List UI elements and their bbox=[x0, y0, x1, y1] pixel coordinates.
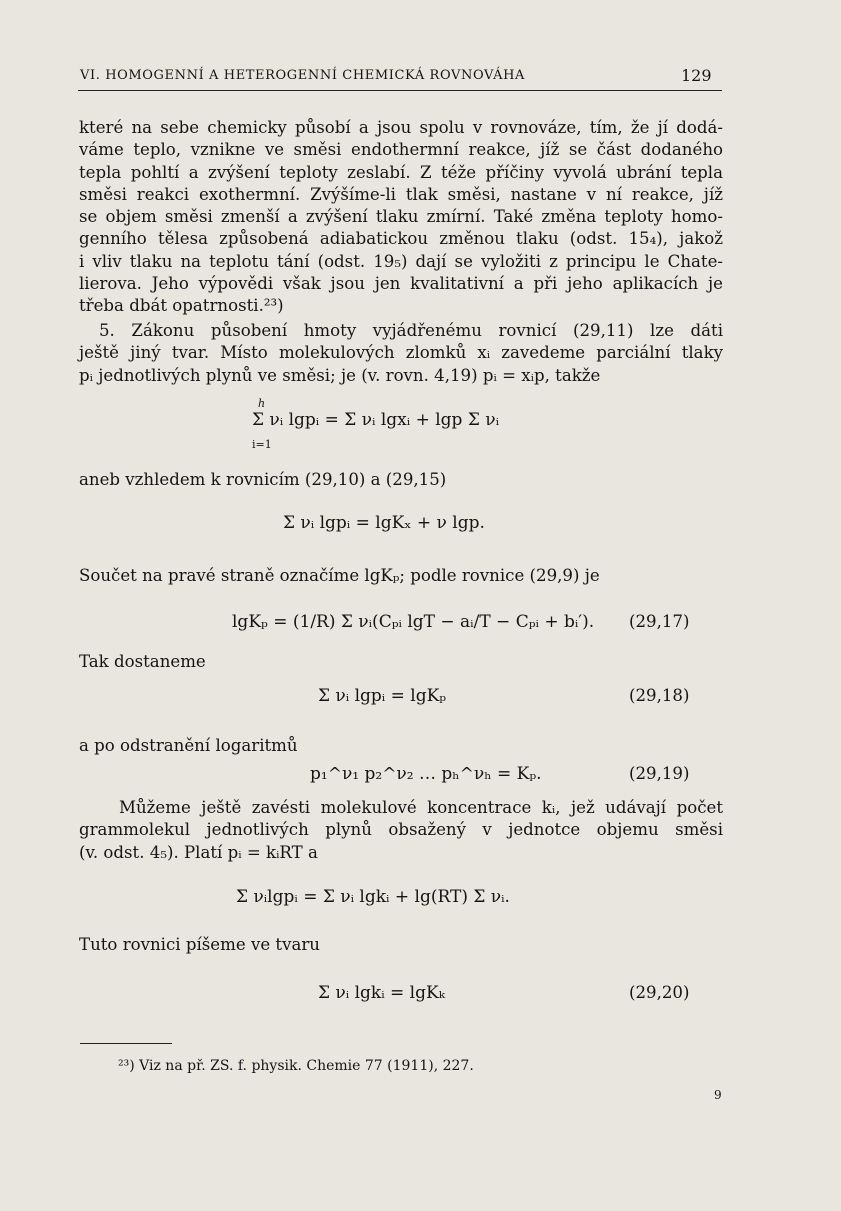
text-line: Tak dostaneme bbox=[79, 652, 206, 671]
paragraph-section-5 bbox=[79, 320, 723, 387]
running-header-title: VI. HOMOGENNÍ A HETEROGENNÍ CHEMICKÁ ROVNOVÁHA bbox=[80, 68, 525, 83]
text-line: které na sebe chemicky působí a jsou spolu v rovnováze, tím, že jí dodá- bbox=[79, 118, 723, 137]
text-line: (v. odst. 4₅). Platí pᵢ = kᵢRT a bbox=[79, 842, 318, 862]
footnote-text: Viz na př. ZS. f. physik. Chemie 77 (1911), 227. bbox=[139, 1058, 474, 1074]
text-line: Můžeme ještě zavésti molekulové koncentrace kᵢ, jež udávají počet bbox=[119, 798, 723, 817]
text-line: tepla pohltí a zvýšení teploty zeslabí. Z téže příčiny vyvolá ubrání tepla bbox=[79, 162, 723, 182]
sum-limit-lower: i=1 bbox=[252, 438, 272, 451]
text-line: Tuto rovnici píšeme ve tvaru bbox=[79, 935, 320, 954]
text-line: se objem směsi zmenší a zvýšení tlaku zmírní. Také změna teploty homo- bbox=[79, 207, 723, 227]
text-aneb bbox=[79, 469, 723, 491]
text-line: a po odstranění logaritmů bbox=[79, 736, 298, 755]
equation-4: Σ νᵢ lgpᵢ = lgKₚ bbox=[318, 686, 447, 706]
text-line: i vliv tlaku na teplotu tání (odst. 19₅) dají se vyložiti z principu le Chate- bbox=[79, 251, 723, 271]
text-line: 5. Zákonu působení hmoty vyjádřenému rovnicí (29,11) lze dáti bbox=[99, 321, 723, 340]
text-line: aneb vzhledem k rovnicím (29,10) a (29,15) bbox=[79, 470, 447, 489]
text-soucet bbox=[79, 565, 723, 587]
text-line: ještě jiný tvar. Místo molekulových zlomků xᵢ zavedeme parciální tlaky bbox=[79, 343, 723, 363]
text-line: lierova. Jeho výpovědi však jsou jen kvalitativní a při jeho aplikacích je bbox=[79, 274, 723, 294]
text-line: váme teplo, vznikne ve směsi endothermní reakce, jíž se část dodaného bbox=[79, 140, 723, 160]
equation-7: Σ νᵢ lgkᵢ = lgKₖ bbox=[318, 983, 445, 1003]
equation-number-20: (29,20) bbox=[629, 983, 690, 1002]
text-line: třeba dbát opatrnosti.²³) bbox=[79, 296, 284, 316]
text-a-po bbox=[79, 735, 723, 757]
equation-number-18: (29,18) bbox=[629, 686, 690, 705]
footnote bbox=[118, 1058, 474, 1074]
paragraph-concentrations bbox=[79, 797, 723, 864]
text-line: grammolekul jednotlivých plynů obsažený v jednotce objemu směsi bbox=[79, 820, 723, 840]
footnote-mark: ²³) bbox=[118, 1058, 135, 1074]
equation-number-19: (29,19) bbox=[629, 764, 690, 783]
text-tak bbox=[79, 651, 723, 673]
equation-5: p₁^ν₁ p₂^ν₂ … pₕ^νₕ = Kₚ. bbox=[310, 764, 542, 784]
equation-6: Σ νᵢlgpᵢ = Σ νᵢ lgkᵢ + lg(RT) Σ νᵢ. bbox=[236, 887, 510, 907]
text-line: genního tělesa způsobená adiabatickou změnou tlaku (odst. 15₄), jakož bbox=[79, 229, 723, 249]
header-rule bbox=[78, 90, 722, 91]
sum-limit-upper: h bbox=[258, 397, 266, 410]
paragraph-le-chatelier bbox=[79, 117, 723, 318]
equation-3: lgKₚ = (1/R) Σ νᵢ(Cₚᵢ lgT − aᵢ/T − Cₚᵢ + bᵢ′). bbox=[232, 612, 595, 632]
text-line: směsi reakci exothermní. Zvýšíme-li tlak směsi, nastane v ní reakce, jíž bbox=[79, 184, 723, 204]
equation-number-17: (29,17) bbox=[629, 612, 690, 631]
page-number: 129 bbox=[681, 66, 712, 85]
text-line: pᵢ jednotlivých plynů ve směsi; je (v. rovn. 4,19) pᵢ = xᵢp, takže bbox=[79, 365, 601, 385]
text-line: Součet na pravé straně označíme lgKₚ; podle rovnice (29,9) je bbox=[79, 566, 600, 585]
equation-2: Σ νᵢ lgpᵢ = lgKₓ + ν lgp. bbox=[283, 513, 485, 533]
footnote-rule bbox=[80, 1043, 172, 1044]
signature-mark: 9 bbox=[714, 1088, 722, 1102]
text-tuto bbox=[79, 934, 723, 956]
equation-1: Σ νᵢ lgpᵢ = Σ νᵢ lgxᵢ + lgp Σ νᵢ bbox=[252, 410, 499, 430]
